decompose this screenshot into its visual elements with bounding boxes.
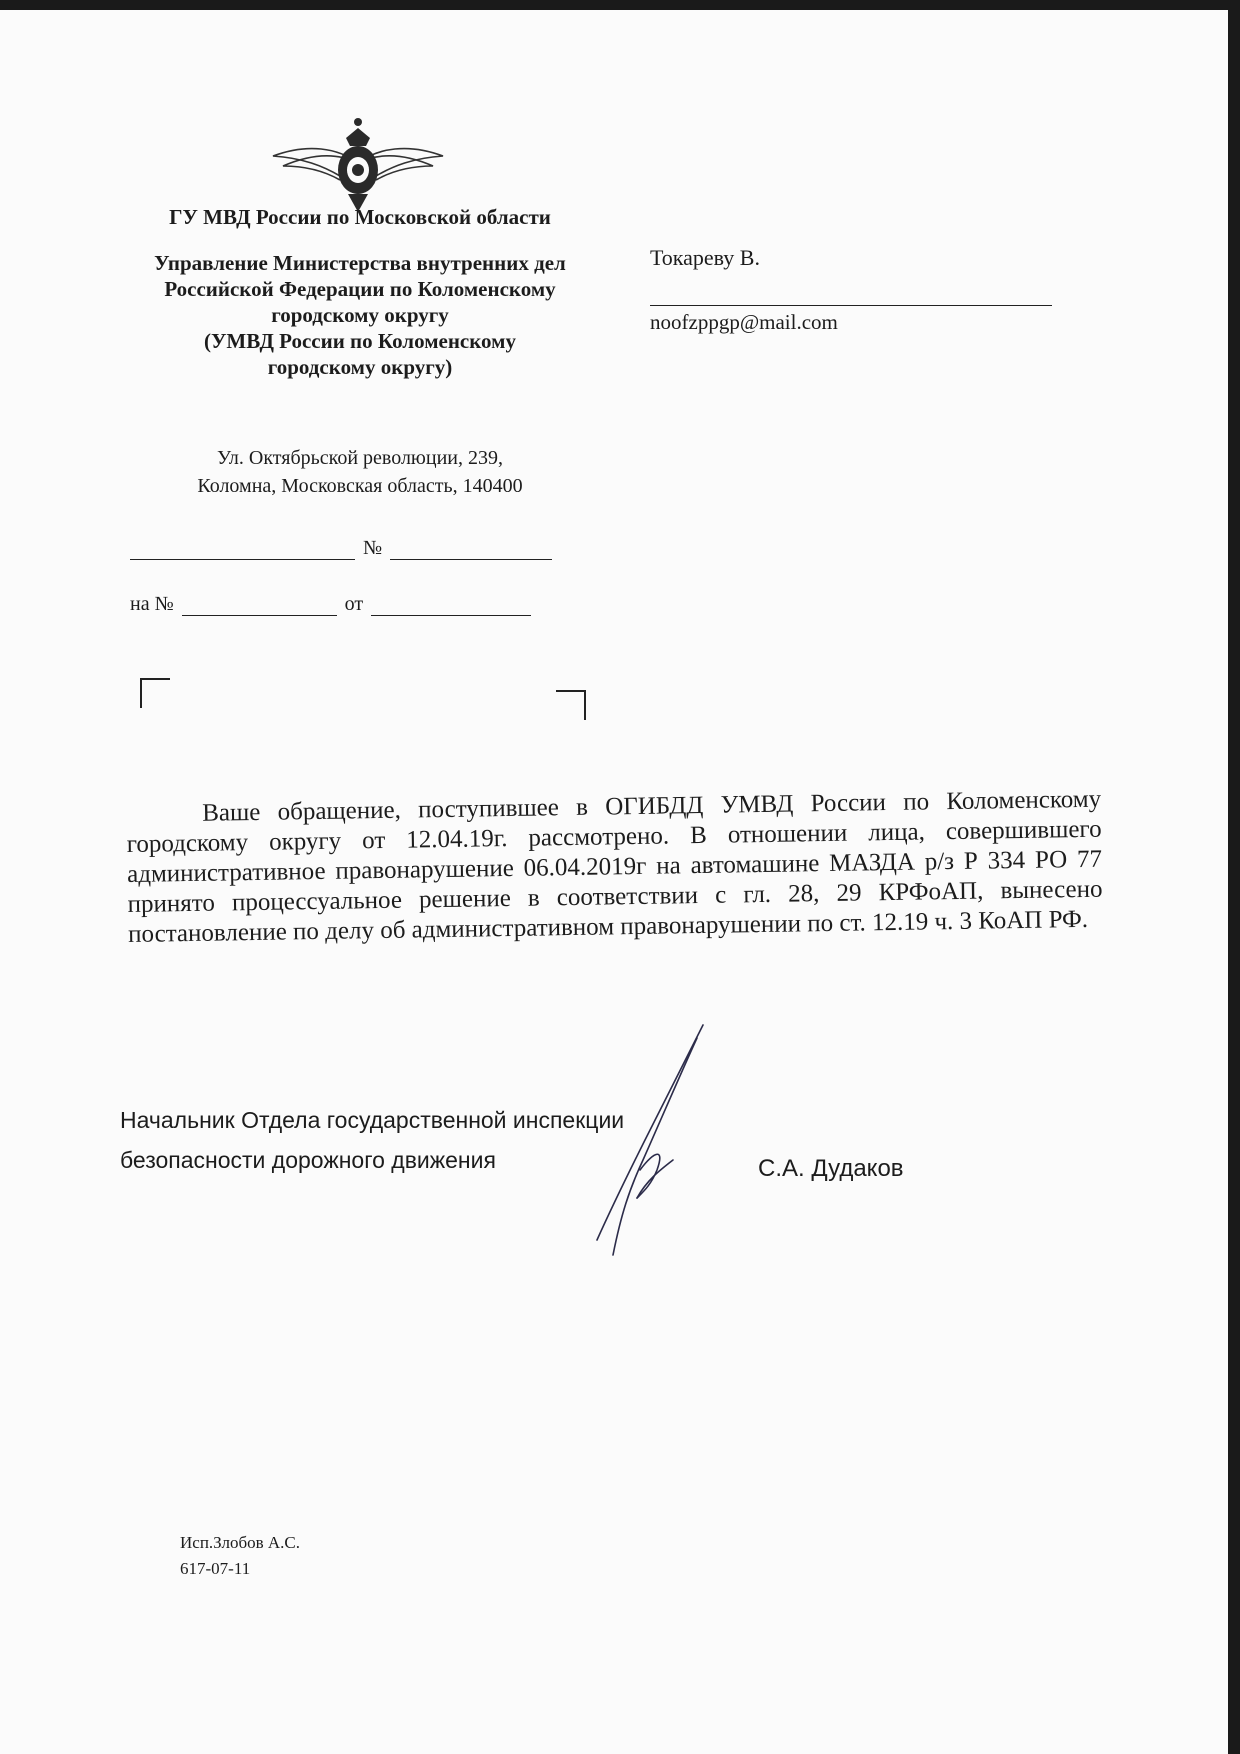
sender-address	[110, 444, 610, 500]
executor-phone: 617-07-11	[180, 1559, 251, 1578]
scan-border-top	[0, 0, 1240, 10]
signer-name: С.А. Дудаков	[758, 1155, 904, 1182]
reference-date-blank	[371, 595, 531, 616]
registration-row	[130, 537, 552, 560]
department-line: Управление Министерства внутренних дел	[154, 251, 566, 275]
executor-info	[180, 1530, 300, 1582]
number-label: №	[363, 537, 383, 559]
scan-border-right	[1228, 0, 1240, 1754]
reference-prefix: на №	[130, 593, 174, 615]
sender-organization	[110, 205, 610, 380]
recipient-name: Токареву В.	[650, 245, 760, 270]
mvd-emblem-icon	[268, 108, 448, 218]
address-line: Коломна, Московская область, 140400	[197, 475, 523, 497]
signature-icon	[585, 1020, 715, 1260]
reference-number-blank	[182, 595, 337, 616]
department-line: Российской Федерации по Коломенскому	[164, 277, 556, 301]
address-line: Ул. Октябрьской революции, 239,	[217, 447, 503, 469]
signer-title	[120, 1100, 624, 1180]
department-line: (УМВД России по Коломенскому	[204, 329, 516, 353]
department-line: городскому округу	[271, 303, 449, 327]
reference-row	[130, 593, 531, 616]
organization-title: ГУ МВД России по Московской области	[169, 205, 551, 229]
recipient-email: noofzppgp@mail.com	[650, 310, 838, 334]
executor-name: Исп.Злобов А.С.	[180, 1533, 300, 1552]
signer-title-line: Начальник Отдела государственной инспекции	[120, 1107, 625, 1133]
department-line: городскому округу)	[267, 355, 453, 379]
reference-date-label: от	[344, 593, 364, 615]
recipient-underline	[650, 305, 1052, 306]
number-blank	[390, 539, 552, 560]
address-corner-mark	[140, 678, 170, 708]
signer-title-line: безопасности дорожного движения	[120, 1147, 496, 1173]
letter-body: Ваше обращение, поступившее в ОГИБДД УМВД России по Коломенскому городскому округу от 12.04.19г. рассмотрено. В отношении лица, совершившего административное правонарушение 06.04.2019г на автомашине МАЗДА р/з Р 334 РО 77 принято процессуальное решение в соответствии с гл. 28, 29 КРФоАП, вынесено постановление по делу об административном правонарушении по ст. 12.19 ч. 3 КоАП РФ.	[126, 785, 1103, 948]
address-corner-mark	[556, 690, 586, 720]
date-blank	[130, 539, 355, 560]
